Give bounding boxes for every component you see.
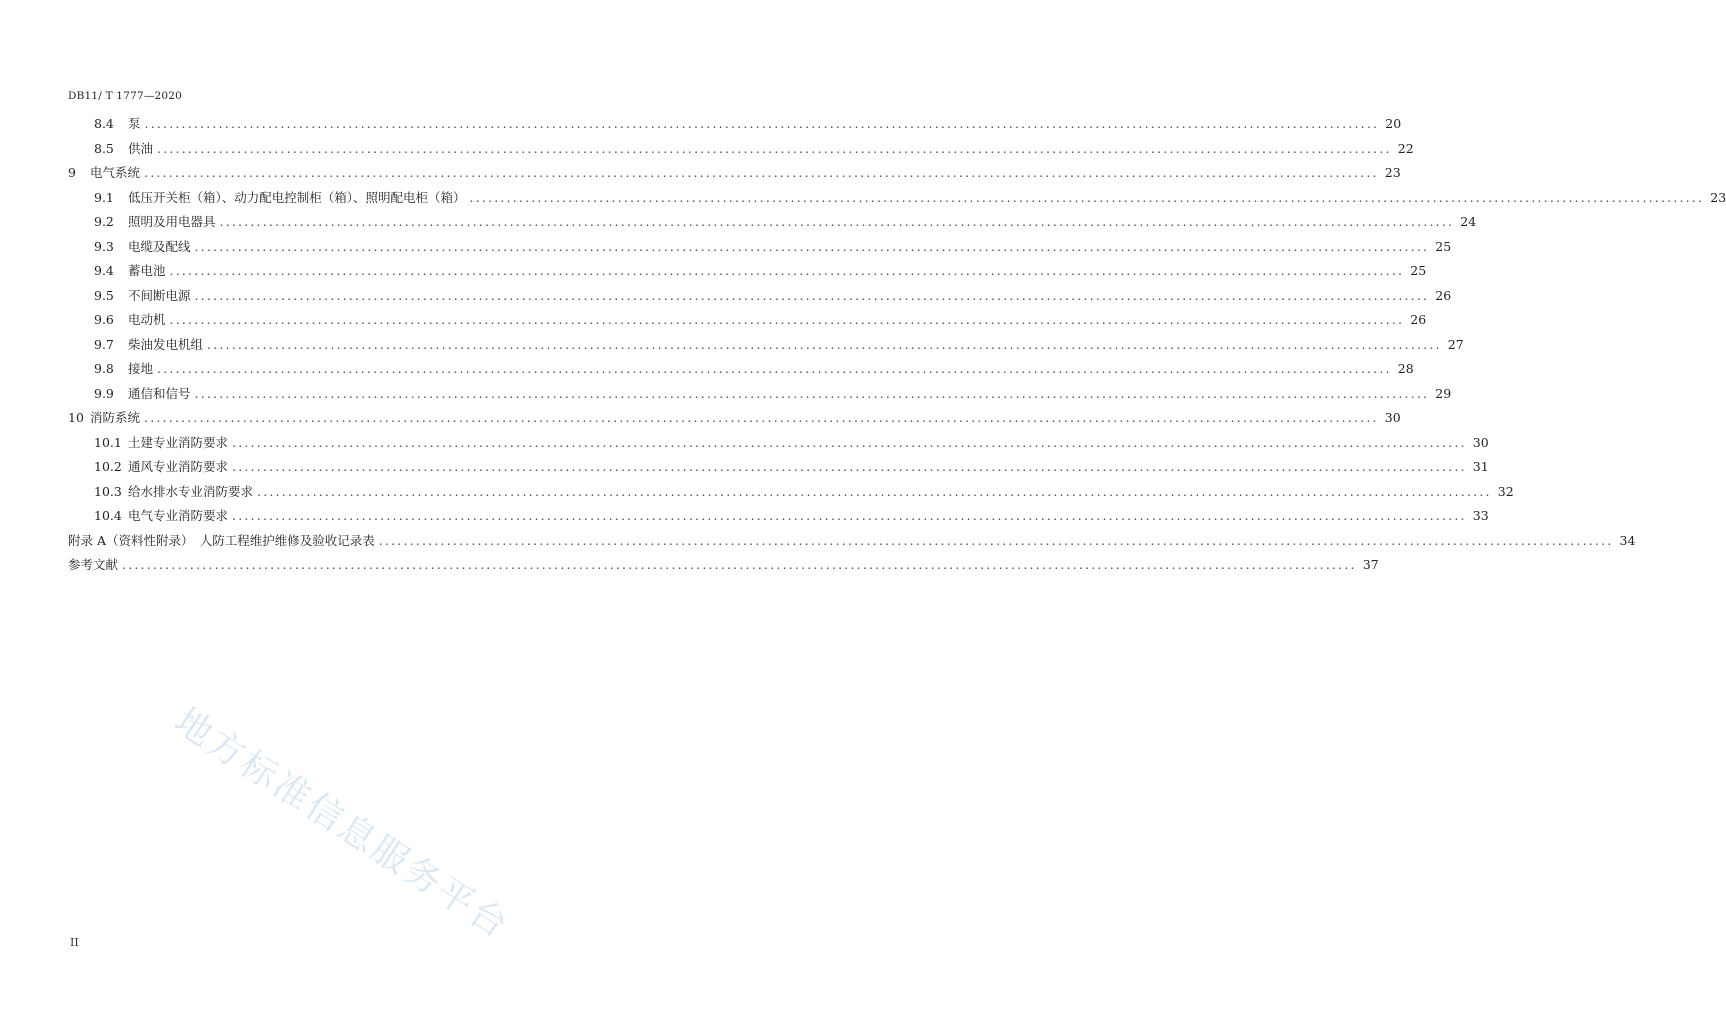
toc-leader-dots: ........................................................................................................................................................................................................ — [122, 557, 1357, 572]
toc-leader-dots: ........................................................................................................................................................................................................ — [194, 287, 1430, 303]
toc-entry-page: 32 — [1497, 483, 1514, 499]
toc-entry-page: 23 — [1710, 189, 1726, 205]
toc-entry-page: 20 — [1385, 116, 1402, 131]
toc-entry-number: 9.7 — [94, 336, 114, 352]
toc-entry-page: 29 — [1435, 385, 1452, 401]
toc-entry-title: 蓄电池 — [128, 263, 166, 278]
toc-entry-title: 柴油发电机组 — [128, 336, 204, 352]
toc-entry[interactable] — [94, 310, 1427, 330]
toc-entry[interactable] — [94, 384, 1452, 404]
toc-leader-dots: ........................................................................................................................................................................................................ — [194, 238, 1430, 254]
toc-entry-page: 30 — [1472, 434, 1489, 450]
toc-entry-number: 9.2 — [94, 214, 114, 229]
toc-leader-dots: ........................................................................................................................................................................................................ — [144, 165, 1379, 180]
toc-entry-number: 9.3 — [94, 238, 114, 254]
toc-leader-dots: ........................................................................................................................................................................................................ — [144, 116, 1380, 131]
toc-leader-dots: ........................................................................................................................................................................................................ — [207, 336, 1442, 352]
toc-entry-page: 37 — [1362, 557, 1379, 572]
toc-entry[interactable] — [94, 482, 1514, 502]
toc-entry-page: 33 — [1472, 508, 1489, 523]
toc-entry-title: 照明及用电器具 — [128, 214, 216, 229]
toc-entry-title: 低压开关柜（箱）、动力配电控制柜（箱）、照明配电柜（箱） — [128, 189, 466, 205]
toc-leader-dots: ........................................................................................................................................................................................................ — [157, 361, 1392, 376]
toc-entry-number: 8.4 — [94, 116, 114, 131]
toc-entry-title: 通风专业消防要求 — [128, 459, 229, 474]
toc-entry-page: 25 — [1435, 238, 1452, 254]
toc-leader-dots: ........................................................................................................................................................................................................ — [257, 483, 1492, 499]
toc-entry-title: 电气系统 — [90, 165, 141, 180]
toc-entry-title: 电缆及配线 — [128, 238, 191, 254]
toc-leader-dots: ........................................................................................................................................................................................................ — [157, 140, 1392, 156]
toc-leader-dots: ........................................................................................................................................................................................................ — [232, 434, 1467, 450]
toc-leader-dots: ........................................................................................................................................................................................................ — [469, 189, 1705, 205]
toc-leader-dots: ........................................................................................................................................................................................................ — [378, 532, 1614, 548]
toc-entry-page: 24 — [1460, 214, 1477, 229]
toc-entry-title: 电动机 — [128, 312, 166, 327]
toc-entry[interactable] — [94, 261, 1427, 281]
toc-entry-page: 25 — [1410, 263, 1427, 278]
toc-entry-number: 10.4 — [94, 508, 122, 523]
toc-leader-dots: ........................................................................................................................................................................................................ — [219, 214, 1455, 229]
toc-entry[interactable] — [94, 212, 1477, 232]
toc-entry[interactable] — [94, 286, 1452, 306]
toc-entry[interactable] — [94, 506, 1489, 526]
watermark: 地方标准信息服务平台 — [167, 700, 517, 948]
toc-entry-number: 10.3 — [94, 483, 122, 499]
toc-entry[interactable] — [68, 531, 1636, 551]
toc-entry[interactable] — [68, 163, 1401, 183]
toc-entry-page: 22 — [1397, 140, 1414, 156]
toc-leader-dots: ........................................................................................................................................................................................................ — [232, 508, 1467, 523]
toc-entry-page: 28 — [1397, 361, 1414, 376]
toc-entry[interactable] — [94, 335, 1464, 355]
toc-entry-number: 9.1 — [94, 189, 114, 205]
toc-entry[interactable] — [68, 555, 1379, 575]
toc-entry-number: 10.2 — [94, 459, 122, 474]
toc-entry-title: 参考文献 — [68, 557, 119, 572]
toc-entry-title: 接地 — [128, 361, 154, 376]
toc-entry-title: 电气专业消防要求 — [128, 508, 229, 523]
toc-entry-page: 27 — [1447, 336, 1464, 352]
toc-entry-page: 30 — [1384, 410, 1401, 425]
toc-leader-dots: ........................................................................................................................................................................................................ — [169, 263, 1405, 278]
toc-entry-title: 供油 — [128, 140, 154, 156]
toc-entry-number: 9.8 — [94, 361, 114, 376]
toc-entry-title: 泵 — [128, 116, 141, 131]
toc-entry-page: 34 — [1619, 532, 1636, 548]
toc-leader-dots: ........................................................................................................................................................................................................ — [194, 385, 1430, 401]
toc-entry-title: 消防系统 — [90, 410, 141, 425]
document-code-header: DB11/ T 1777—2020 — [68, 90, 183, 102]
toc-entry-title: 土建专业消防要求 — [128, 434, 229, 450]
toc-entry-title: 不间断电源 — [128, 287, 191, 303]
toc-entry[interactable] — [94, 237, 1452, 257]
toc-entry-number: 9.9 — [94, 385, 114, 401]
toc-entry-page: 26 — [1435, 287, 1452, 303]
toc-leader-dots: ........................................................................................................................................................................................................ — [169, 312, 1405, 327]
toc-entry-number: 9.5 — [94, 287, 114, 303]
toc-entry[interactable] — [94, 457, 1489, 477]
toc-entry[interactable] — [94, 433, 1489, 453]
toc-entry[interactable] — [94, 188, 1726, 208]
toc-entry-title: 给水排水专业消防要求 — [128, 483, 254, 499]
toc-entry-number: 9.6 — [94, 312, 114, 327]
toc-entry[interactable] — [68, 408, 1401, 428]
toc-leader-dots: ........................................................................................................................................................................................................ — [144, 410, 1379, 425]
toc-entry-page: 23 — [1384, 165, 1401, 180]
toc-entry[interactable] — [94, 359, 1414, 379]
toc-entry-number: 9.4 — [94, 263, 114, 278]
toc-entry-number: 10.1 — [94, 434, 122, 450]
page-number: II — [70, 936, 79, 949]
toc-entry-number: 9 — [68, 165, 76, 180]
toc-entry-title: 附录 A（资料性附录） 人防工程维护维修及验收记录表 — [68, 532, 375, 548]
toc-entry-title: 通信和信号 — [128, 385, 191, 401]
toc-leader-dots: ........................................................................................................................................................................................................ — [232, 459, 1467, 474]
toc-entry[interactable] — [94, 114, 1402, 134]
toc-entry-page: 31 — [1472, 459, 1489, 474]
toc-entry[interactable] — [94, 139, 1414, 159]
toc-entry-number: 10 — [68, 410, 84, 425]
toc-entry-page: 26 — [1410, 312, 1427, 327]
toc-entry-number: 8.5 — [94, 140, 114, 156]
